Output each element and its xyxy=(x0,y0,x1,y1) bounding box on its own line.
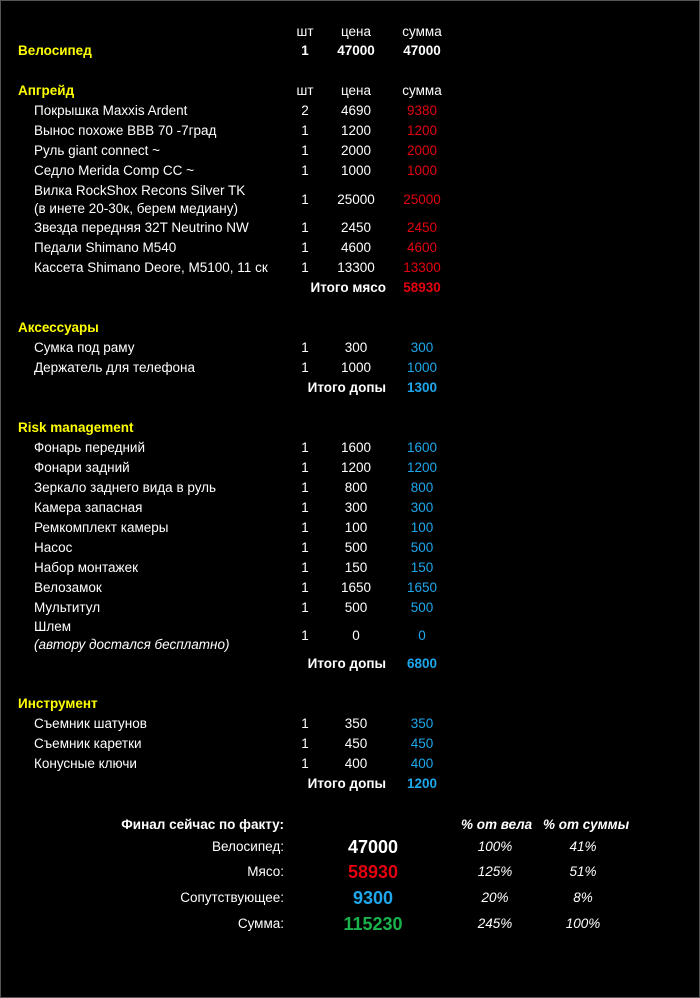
item-price: 450 xyxy=(344,736,368,751)
item-qty: 1 xyxy=(301,600,309,615)
item-qty: 1 xyxy=(301,560,309,575)
item-name: Руль giant connect ~ xyxy=(34,143,161,158)
item-sum: 1000 xyxy=(406,163,438,178)
final-pct-sum: 51% xyxy=(569,864,597,879)
item-qty: 2 xyxy=(301,103,309,118)
item-sum: 1650 xyxy=(406,580,438,595)
final-label: Сопутствующее: xyxy=(180,890,284,905)
item-qty: 1 xyxy=(301,736,309,751)
risk-total: 6800 xyxy=(406,656,438,671)
item-name: Сумка под раму xyxy=(34,340,135,355)
item-qty: 1 xyxy=(301,716,309,731)
item-price: 1200 xyxy=(340,460,372,475)
item-price: 1650 xyxy=(340,580,372,595)
item-qty: 1 xyxy=(301,123,309,138)
bike-sum: 47000 xyxy=(403,43,441,58)
final-value-meat: 58930 xyxy=(347,862,399,882)
item-name: Фонари задний xyxy=(34,460,130,475)
item-name: Велозамок xyxy=(34,580,102,595)
item-price: 500 xyxy=(344,540,368,555)
item-note: (автору достался бесплатно) xyxy=(34,637,230,652)
item-price: 300 xyxy=(344,340,368,355)
item-qty: 1 xyxy=(301,260,309,275)
item-price: 1200 xyxy=(340,123,372,138)
item-price: 13300 xyxy=(337,260,375,275)
item-name: Насос xyxy=(34,540,73,555)
item-sum: 300 xyxy=(410,500,434,515)
item-qty: 1 xyxy=(301,360,309,375)
bike-price: 47000 xyxy=(337,43,375,58)
item-qty: 1 xyxy=(301,220,309,235)
item-sum: 1600 xyxy=(406,440,438,455)
final-pct-bike: 125% xyxy=(477,864,513,879)
upgrade-title: Апгрейд xyxy=(18,83,75,98)
final-value-total: 115230 xyxy=(343,914,403,934)
tools-total-label: Итого допы xyxy=(307,776,386,791)
item-sum: 300 xyxy=(410,340,434,355)
item-qty: 1 xyxy=(301,192,309,207)
item-price: 800 xyxy=(344,480,368,495)
item-price: 400 xyxy=(344,756,368,771)
final-col-sum: % от суммы xyxy=(543,817,630,832)
bike-label: Велосипед xyxy=(18,43,92,58)
item-price: 2000 xyxy=(340,143,372,158)
item-name: Вынос похоже BBB 70 -7град xyxy=(34,123,217,138)
item-price: 1000 xyxy=(340,360,372,375)
item-name: Мультитул xyxy=(34,600,101,615)
item-sum: 350 xyxy=(410,716,434,731)
bike-qty: 1 xyxy=(301,43,309,58)
item-name: Съемник каретки xyxy=(34,736,142,751)
final-pct-sum: 100% xyxy=(565,916,601,931)
item-sum: 150 xyxy=(410,560,434,575)
final-col-bike: % от вела xyxy=(461,817,533,832)
upgrade-total: 58930 xyxy=(403,280,441,295)
final-pct-sum: 41% xyxy=(569,839,597,854)
item-qty: 1 xyxy=(301,440,309,455)
item-name: Камера запасная xyxy=(34,500,143,515)
item-sum: 500 xyxy=(410,600,434,615)
item-qty: 1 xyxy=(301,163,309,178)
item-name: Покрышка Maxxis Ardent xyxy=(34,103,188,118)
item-sum: 800 xyxy=(410,480,434,495)
final-pct-bike: 100% xyxy=(477,839,513,854)
item-name: Ремкомплект камеры xyxy=(34,520,169,535)
item-qty: 1 xyxy=(301,240,309,255)
item-name: Конусные ключи xyxy=(34,756,137,771)
final-label: Сумма: xyxy=(237,916,284,931)
item-qty: 1 xyxy=(301,480,309,495)
item-qty: 1 xyxy=(301,143,309,158)
item-qty: 1 xyxy=(301,500,309,515)
item-sum: 13300 xyxy=(403,260,441,275)
item-sum: 1200 xyxy=(406,460,438,475)
item-price: 500 xyxy=(344,600,368,615)
item-price: 150 xyxy=(344,560,368,575)
item-qty: 1 xyxy=(301,340,309,355)
item-name: Держатель для телефона xyxy=(34,360,196,375)
item-price: 25000 xyxy=(337,192,375,207)
item-price: 4600 xyxy=(340,240,372,255)
item-name: Шлем xyxy=(34,619,72,634)
item-sum: 9380 xyxy=(406,103,438,118)
final-label: Велосипед: xyxy=(211,839,284,854)
item-sum: 25000 xyxy=(403,192,441,207)
item-qty: 1 xyxy=(301,628,309,643)
item-sum: 100 xyxy=(410,520,434,535)
accessories-title: Аксессуары xyxy=(18,320,99,335)
item-name: Звезда передняя 32T Neutrino NW xyxy=(34,220,249,235)
final-value-extras: 9300 xyxy=(352,888,394,908)
item-qty: 1 xyxy=(301,460,309,475)
item-price: 1600 xyxy=(340,440,372,455)
final-value-bike: 47000 xyxy=(347,837,399,857)
item-sum: 500 xyxy=(410,540,434,555)
item-price: 350 xyxy=(344,716,368,731)
item-sum: 1000 xyxy=(406,360,438,375)
item-sum: 2450 xyxy=(406,220,438,235)
item-price: 300 xyxy=(344,500,368,515)
item-name: Съемник шатунов xyxy=(34,716,147,731)
upgrade-header-qty: шт xyxy=(296,83,314,98)
item-sum: 4600 xyxy=(406,240,438,255)
accessories-total: 1300 xyxy=(406,380,438,395)
item-note: (в инете 20-30к, берем медиану) xyxy=(34,201,238,216)
item-sum: 400 xyxy=(410,756,434,771)
item-sum: 450 xyxy=(410,736,434,751)
item-qty: 1 xyxy=(301,540,309,555)
item-name: Педали Shimano M540 xyxy=(34,240,177,255)
tools-title: Инструмент xyxy=(18,696,98,711)
item-qty: 1 xyxy=(301,756,309,771)
risk-title: Risk management xyxy=(18,420,134,435)
item-qty: 1 xyxy=(301,580,309,595)
upgrade-header-sum: сумма xyxy=(402,83,442,98)
item-sum: 0 xyxy=(418,628,426,643)
item-sum: 1200 xyxy=(406,123,438,138)
header-qty: шт xyxy=(296,24,314,39)
item-price: 1000 xyxy=(340,163,372,178)
tools-total: 1200 xyxy=(406,776,438,791)
item-sum: 2000 xyxy=(406,143,438,158)
item-name: Фонарь передний xyxy=(34,440,145,455)
final-pct-bike: 20% xyxy=(481,890,509,905)
item-name: Вилка RockShox Recons Silver TK xyxy=(34,183,246,198)
item-name: Кассета Shimano Deore, M5100, 11 ск xyxy=(34,260,268,275)
item-price: 0 xyxy=(352,628,360,643)
accessories-total-label: Итого допы xyxy=(307,380,386,395)
final-title: Финал сейчас по факту: xyxy=(121,817,284,832)
header-price: цена xyxy=(340,24,372,39)
risk-total-label: Итого допы xyxy=(307,656,386,671)
item-qty: 1 xyxy=(301,520,309,535)
item-price: 4690 xyxy=(340,103,372,118)
upgrade-total-label: Итого мясо xyxy=(310,280,386,295)
item-name: Зеркало заднего вида в руль xyxy=(34,480,217,495)
item-name: Набор монтажек xyxy=(34,560,138,575)
item-name: Седло Merida Comp CC ~ xyxy=(34,163,195,178)
final-label: Мясо: xyxy=(247,864,284,879)
upgrade-header-price: цена xyxy=(340,83,372,98)
item-price: 100 xyxy=(344,520,368,535)
final-pct-bike: 245% xyxy=(477,916,513,931)
item-price: 2450 xyxy=(340,220,372,235)
final-pct-sum: 8% xyxy=(573,890,593,905)
header-sum: сумма xyxy=(402,24,442,39)
